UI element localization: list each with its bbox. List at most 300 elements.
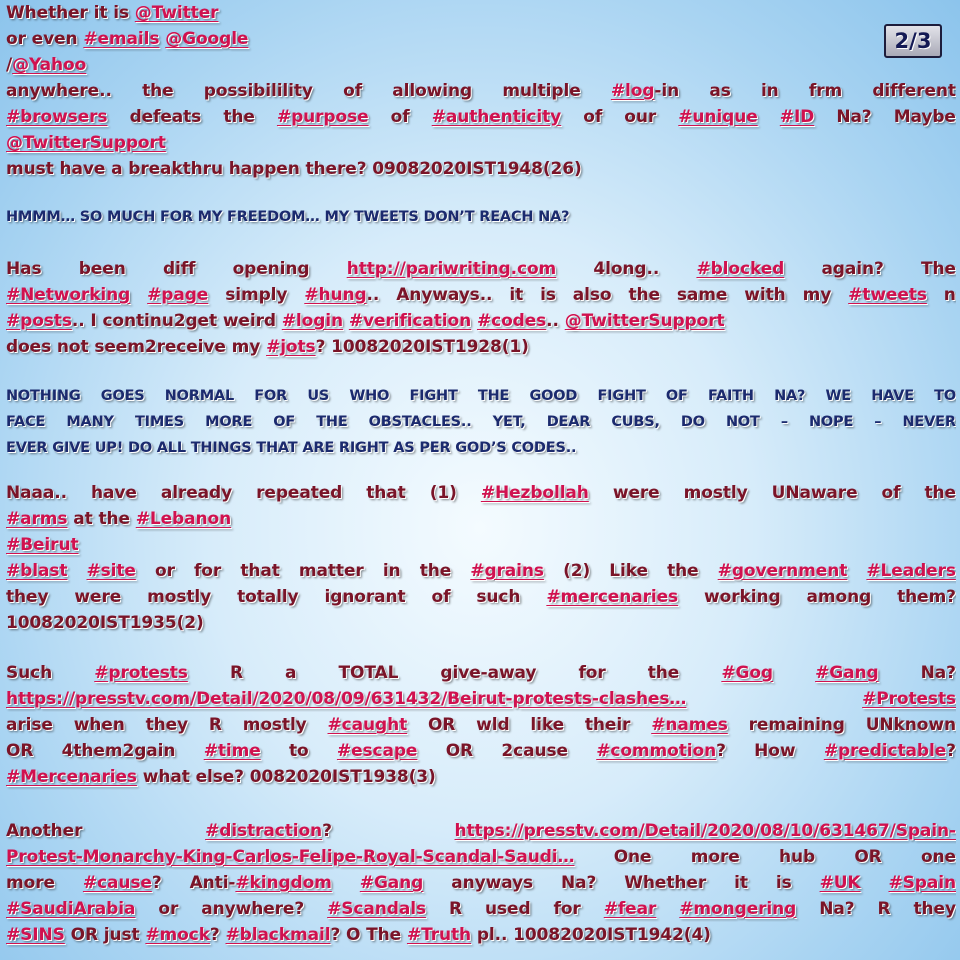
text-line: [6, 409, 956, 435]
word: [604, 896, 657, 922]
hashtag-link[interactable]: #Gang: [815, 663, 879, 683]
text-run: Anti-: [189, 873, 236, 893]
hashtag-link[interactable]: #names: [651, 715, 728, 735]
word: [6, 104, 107, 130]
word: [696, 256, 784, 282]
word: [866, 558, 955, 584]
text-run: again?: [821, 259, 884, 279]
word: [579, 660, 606, 686]
mention-link[interactable]: @TwitterSupport: [564, 311, 725, 331]
hashtag-link[interactable]: #mock: [145, 925, 210, 945]
text-run: mostly: [242, 715, 307, 735]
word: [209, 712, 222, 738]
text-run: such: [476, 587, 521, 607]
hashtag-link[interactable]: #distraction: [205, 821, 323, 841]
word: [6, 613, 204, 633]
hashtag-link[interactable]: #mongering: [679, 899, 797, 919]
word: [225, 282, 287, 308]
text-line: [6, 282, 956, 308]
text-run: the: [419, 561, 452, 581]
text-run: that: [366, 483, 406, 503]
hashtag-link[interactable]: #predictable: [823, 741, 947, 761]
hashtag-link[interactable]: #grains: [470, 561, 544, 581]
word: [420, 558, 451, 584]
word: [934, 383, 956, 409]
hashtag-link[interactable]: #hung: [304, 285, 367, 305]
word: [476, 584, 520, 610]
text-line: [6, 480, 956, 506]
url-link[interactable]: https://presstv.com/Detail/2020/08/10/631467/Spain-: [454, 821, 956, 841]
text-run: Na?: [836, 107, 872, 127]
word: [455, 818, 956, 844]
hashtag-link[interactable]: #SINS: [6, 925, 65, 945]
word: [299, 558, 364, 584]
text-line: [6, 738, 956, 764]
hashtag-link[interactable]: #ID: [779, 107, 815, 127]
text-run: ?: [151, 873, 162, 893]
hashtag-link[interactable]: #verification: [348, 311, 472, 331]
word: [343, 78, 362, 104]
text-run: for: [194, 561, 222, 581]
text-run: OR: [445, 741, 474, 761]
text-line: [6, 26, 956, 52]
hashtag-link[interactable]: #codes: [476, 311, 547, 331]
hashtag-link[interactable]: #Networking: [6, 285, 131, 305]
hashtag-link[interactable]: #Truth: [406, 925, 472, 945]
word: [921, 660, 956, 686]
text-run: to: [288, 741, 309, 761]
word: [470, 558, 544, 584]
text-run: NEVER: [902, 414, 956, 430]
text-line: [6, 610, 956, 636]
word: [6, 282, 130, 308]
hashtag-link[interactable]: #browsers: [6, 107, 108, 127]
text-run: anywhere?: [201, 899, 305, 919]
hashtag-link[interactable]: #Leaders: [866, 561, 956, 581]
text-run: for: [578, 663, 606, 683]
text-run: ?: [322, 821, 332, 841]
hashtag-link[interactable]: #unique: [678, 107, 758, 127]
word: [256, 480, 342, 506]
text-run: one: [920, 847, 956, 867]
word: [233, 256, 310, 282]
hashtag-link[interactable]: Protest-Monarchy-King-Carlos-Felipe-Royal-Scandal-Saudi…: [6, 847, 575, 867]
word: [825, 383, 851, 409]
text-run: my: [802, 285, 832, 305]
word: [613, 480, 660, 506]
text-run: R: [229, 663, 243, 683]
word: [328, 712, 408, 738]
text-run: UNaware: [771, 483, 858, 503]
word: [392, 78, 472, 104]
word: [204, 738, 261, 764]
text-run: the: [647, 663, 680, 683]
text-run: of: [583, 107, 603, 127]
text-run: TIMES: [134, 414, 185, 430]
text-run: multiple: [502, 81, 581, 101]
text-run: what else? 0082020IST1938(3): [136, 767, 436, 787]
word: [597, 383, 645, 409]
word: [289, 738, 309, 764]
text-run: One: [613, 847, 652, 867]
word: [914, 896, 956, 922]
text-run: ..: [546, 311, 565, 331]
text-line: [6, 844, 956, 870]
word: [6, 535, 78, 555]
text-run: OR: [854, 847, 882, 867]
word: [87, 558, 136, 584]
text-run: HAVE: [871, 388, 914, 404]
text-run: /: [6, 55, 13, 75]
text-run: OR: [427, 715, 456, 735]
text-run: UNknown: [865, 715, 956, 735]
word: [547, 409, 591, 435]
text-run: or even: [6, 29, 84, 49]
hashtag-link[interactable]: #Protests: [862, 689, 956, 709]
text-run: it: [509, 285, 524, 305]
word: [561, 870, 596, 896]
hashtag-link[interactable]: #purpose: [276, 107, 369, 127]
text-run: THE: [316, 414, 348, 430]
word: [872, 78, 956, 104]
hashtag-link[interactable]: #mercenaries: [546, 587, 679, 607]
text-run: OF: [273, 414, 296, 430]
text-run: -in: [654, 81, 680, 101]
text-run: FIGHT: [409, 388, 458, 404]
word: [6, 558, 67, 584]
hashtag-link[interactable]: #tweets: [848, 285, 927, 305]
word: [596, 738, 726, 764]
text-run: already: [160, 483, 233, 503]
text-run: pl.. 10082020IST1942(4): [471, 925, 711, 945]
word: [921, 844, 956, 870]
text-run: Na?: [561, 873, 597, 893]
text-run: MORE: [205, 414, 253, 430]
word: [866, 712, 956, 738]
word: [440, 660, 536, 686]
text-run: possibilility: [203, 81, 313, 101]
text-run: TO: [934, 388, 956, 404]
text-run: Whether: [624, 873, 707, 893]
text-line: [6, 584, 956, 610]
word: [205, 409, 252, 435]
word: [481, 480, 589, 506]
word: [6, 256, 42, 282]
text-run: when: [73, 715, 125, 735]
text-run: ? 10082020IST1928(1): [315, 337, 529, 357]
text-run: defeats: [129, 107, 202, 127]
hashtag-link[interactable]: #caught: [327, 715, 408, 735]
text-run: R: [448, 899, 462, 919]
mention-link[interactable]: @TwitterSupport: [6, 133, 166, 153]
text-run: of: [390, 107, 410, 127]
hashtag-link[interactable]: #time: [203, 741, 261, 761]
text-line: [6, 660, 956, 686]
text-run: HMMM… SO MUCH FOR MY FREEDOM… MY TWEETS DON’T REACH NA?: [6, 209, 570, 225]
text-line: [6, 764, 956, 790]
word: [807, 584, 872, 610]
hashtag-link[interactable]: #Gang: [359, 873, 424, 893]
text-run: different: [872, 81, 956, 101]
word: [327, 896, 426, 922]
text-run: for: [553, 899, 581, 919]
hashtag-link[interactable]: #SaudiArabia: [6, 899, 136, 919]
hashtag-link[interactable]: #Gog: [721, 663, 773, 683]
text-line: [6, 922, 956, 948]
word: [677, 282, 727, 308]
word: [155, 558, 175, 584]
word: [6, 480, 67, 506]
word: [704, 584, 780, 610]
hashtag-link[interactable]: #UK: [819, 873, 861, 893]
word: [854, 844, 881, 870]
word: [476, 712, 509, 738]
word: [6, 660, 52, 686]
text-run: ?: [946, 741, 956, 761]
hashtag-link[interactable]: #fear: [603, 899, 657, 919]
page-counter-badge: 2/3: [884, 24, 942, 58]
text-run: they: [913, 899, 956, 919]
mention-link[interactable]: @Yahoo: [12, 55, 87, 75]
text-run: 2cause: [501, 741, 568, 761]
word: [146, 712, 188, 738]
text-run: it: [734, 873, 748, 893]
hashtag-link[interactable]: #posts: [6, 311, 72, 331]
word: [91, 480, 137, 506]
text-run: in: [382, 561, 401, 581]
text-run: Maybe: [893, 107, 956, 127]
text-run: MANY: [66, 414, 114, 430]
word: [201, 896, 304, 922]
word: [428, 712, 455, 738]
word: [237, 584, 298, 610]
text-run: NORMAL: [164, 388, 235, 404]
text-run: NOTHING: [6, 388, 81, 404]
word: [337, 738, 417, 764]
word: [667, 558, 698, 584]
text-run: were: [74, 587, 122, 607]
text-run: 10082020IST1935(2): [6, 613, 204, 633]
text-run: mostly: [683, 483, 748, 503]
text-run: they: [6, 587, 49, 607]
word: [204, 78, 313, 104]
hashtag-link[interactable]: #cause: [82, 873, 152, 893]
text-run: opening: [232, 259, 310, 279]
text-run: Such: [6, 663, 53, 683]
hashtag-link[interactable]: #kingdom: [235, 873, 332, 893]
word: [307, 383, 329, 409]
hashtag-link[interactable]: #Lebanon: [135, 509, 232, 529]
hashtag-link[interactable]: #government: [717, 561, 848, 581]
word: [894, 104, 956, 130]
word: [772, 480, 858, 506]
text-run: is: [540, 285, 556, 305]
text-run: does not seem2receive my: [6, 337, 267, 357]
mention-link[interactable]: @Google: [165, 29, 249, 49]
hashtag-link[interactable]: #authenticity: [431, 107, 562, 127]
text-line: [6, 818, 956, 844]
word: [194, 558, 221, 584]
word: [6, 925, 711, 945]
text-run: a: [285, 663, 297, 683]
word: [324, 584, 405, 610]
word: [529, 383, 577, 409]
hashtag-link[interactable]: #login: [281, 311, 344, 331]
hashtag-link[interactable]: #Hezbollah: [480, 483, 589, 503]
text-run: OR just: [64, 925, 146, 945]
word: [273, 409, 295, 435]
text-run: WE: [825, 388, 851, 404]
word: [6, 55, 86, 75]
hashtag-link[interactable]: #page: [147, 285, 209, 305]
hashtag-link[interactable]: #Scandals: [327, 899, 426, 919]
word: [74, 712, 125, 738]
word: [509, 282, 523, 308]
word: [316, 409, 347, 435]
text-run: FOR: [254, 388, 288, 404]
word: [230, 660, 243, 686]
word: [360, 870, 423, 896]
word: [648, 660, 679, 686]
text-run: Na?: [819, 899, 855, 919]
text-line: [6, 308, 956, 334]
word: [678, 104, 757, 130]
text-run: Whether it is: [6, 3, 135, 23]
word: [709, 78, 730, 104]
word: [593, 256, 659, 282]
text-run: the: [667, 561, 699, 581]
text-run: EVER GIVE UP! DO ALL THINGS THAT ARE RIGHT AS PER GOD’S CODES..: [6, 440, 577, 456]
word: [6, 209, 569, 225]
text-run: ?: [716, 741, 726, 761]
hashtag-link[interactable]: #Spain: [888, 873, 956, 893]
word: [734, 870, 748, 896]
word: [624, 870, 706, 896]
word: [6, 311, 725, 331]
word: [430, 480, 457, 506]
text-run: simply: [225, 285, 288, 305]
text-run: that: [240, 561, 280, 581]
hashtag-link[interactable]: #blast: [6, 561, 68, 581]
word: [223, 104, 254, 130]
word: [726, 409, 760, 435]
word: [878, 896, 891, 922]
word: [6, 712, 53, 738]
word: [563, 558, 590, 584]
text-run: like: [530, 715, 565, 735]
word: [347, 256, 556, 282]
text-run: or: [158, 899, 179, 919]
word: [6, 767, 436, 787]
text-run: –: [780, 414, 788, 430]
text-run: ignorant: [324, 587, 406, 607]
word: [304, 282, 379, 308]
hashtag-link[interactable]: #Beirut: [6, 535, 79, 555]
hashtag-link[interactable]: #escape: [336, 741, 418, 761]
text-run: The: [920, 259, 956, 279]
word: [451, 870, 533, 896]
word: [6, 337, 529, 357]
text-run: them?: [897, 587, 956, 607]
word: [774, 383, 805, 409]
text-run: the: [924, 483, 956, 503]
text-run: allowing: [392, 81, 473, 101]
text-run: Anyways..: [396, 285, 493, 305]
hashtag-link[interactable]: #emails: [83, 29, 160, 49]
word: [718, 558, 848, 584]
word: [432, 104, 561, 130]
text-run: anyways: [451, 873, 534, 893]
word: [383, 558, 401, 584]
hashtag-link[interactable]: #blocked: [696, 259, 785, 279]
text-run: FACE: [6, 414, 46, 430]
text-line: [6, 334, 956, 360]
hashtag-link[interactable]: #site: [86, 561, 136, 581]
word: [6, 78, 112, 104]
word: [820, 870, 861, 896]
text-run: arise: [6, 715, 53, 735]
word: [432, 584, 451, 610]
word: [924, 480, 955, 506]
word: [530, 712, 564, 738]
url-link[interactable]: https://presstv.com/Detail/2020/08/09/631432/Beirut-protests-clashes…: [6, 689, 687, 709]
word: [94, 660, 188, 686]
text-run: R: [877, 899, 891, 919]
word: [6, 870, 55, 896]
text-run: 4long..: [593, 259, 660, 279]
text-run: NOPE: [808, 414, 854, 430]
word: [62, 738, 176, 764]
hashtag-link[interactable]: #arms: [6, 509, 68, 529]
text-run: ? O The: [330, 925, 407, 945]
text-run: mostly: [147, 587, 212, 607]
word: [624, 104, 656, 130]
word: [6, 844, 574, 870]
text-line: [6, 78, 956, 104]
text-run: DEAR: [546, 414, 591, 430]
hashtag-link[interactable]: #jots: [266, 337, 316, 357]
word: [848, 282, 927, 308]
hashtag-link[interactable]: #log: [610, 81, 655, 101]
word: [573, 282, 612, 308]
text-run: GOOD: [529, 388, 578, 404]
text-run: 4them2gain: [61, 741, 176, 761]
hashtag-link[interactable]: #blackmail: [225, 925, 331, 945]
word: [66, 409, 114, 435]
word: [147, 584, 211, 610]
text-run: been: [78, 259, 126, 279]
hashtag-link[interactable]: #Mercenaries: [6, 767, 137, 787]
mention-link[interactable]: @Twitter: [134, 3, 219, 23]
text-line: [6, 52, 956, 78]
text-run: as: [709, 81, 731, 101]
word: [681, 409, 705, 435]
word: [83, 870, 162, 896]
word: [158, 896, 178, 922]
word: [285, 660, 296, 686]
word: [780, 104, 814, 130]
url-link[interactable]: http://pariwriting.com: [346, 259, 557, 279]
word: [6, 159, 582, 179]
text-run: working: [704, 587, 781, 607]
word: [6, 3, 218, 23]
word: [554, 896, 581, 922]
hashtag-link[interactable]: #commotion: [596, 741, 717, 761]
text-run: Naaa..: [6, 483, 67, 503]
word: [163, 256, 195, 282]
hashtag-link[interactable]: #protests: [94, 663, 188, 683]
word: [921, 256, 956, 282]
